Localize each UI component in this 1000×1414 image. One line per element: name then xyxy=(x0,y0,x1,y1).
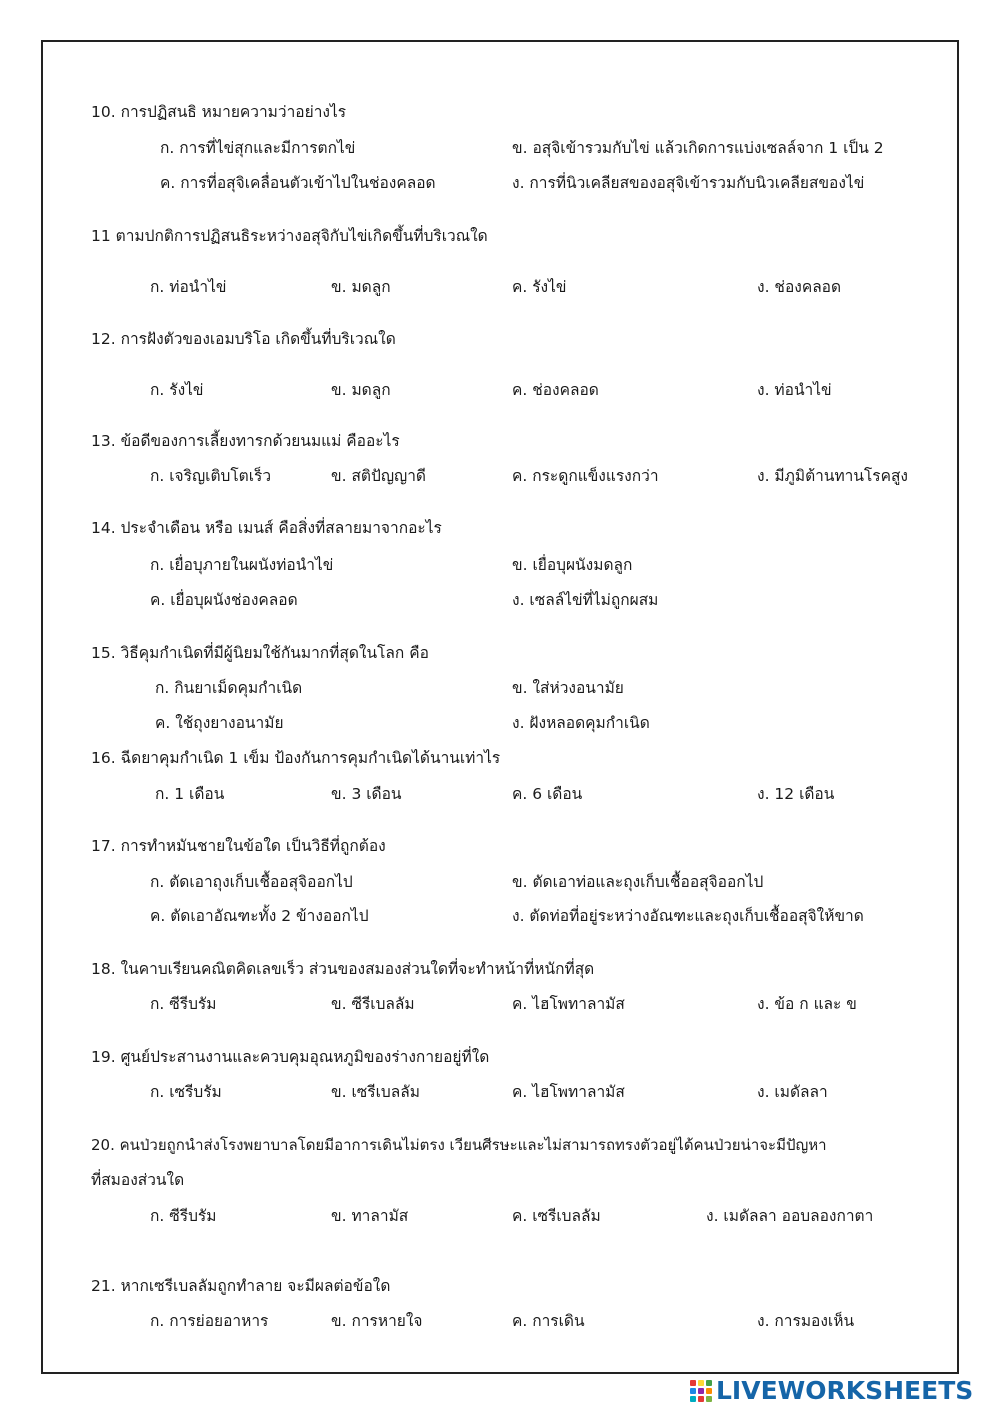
question-15: 15. วิธีคุมกำเนิดที่มีผู้นิยมใช้กันมากที่สุดในโลก คือ xyxy=(91,644,429,662)
q14-option-d[interactable]: ง. เซลล์ไข่ที่ไม่ถูกผสม xyxy=(512,591,659,609)
question-12: 12. การฝังตัวของเอมบริโอ เกิดขึ้นที่บริเวณใด xyxy=(91,330,396,348)
brand-name: LIVEWORKSHEETS xyxy=(716,1376,974,1405)
q12-option-c[interactable]: ค. ช่องคลอด xyxy=(512,381,599,399)
q12-option-a[interactable]: ก. รังไข่ xyxy=(150,381,204,399)
q21-option-a[interactable]: ก. การย่อยอาหาร xyxy=(150,1312,269,1330)
q20-option-c[interactable]: ค. เซรีเบลลัม xyxy=(512,1207,601,1225)
q17-option-d[interactable]: ง. ตัดท่อที่อยู่ระหว่างอัณฑะและถุงเก็บเชื้ออสุจิให้ขาด xyxy=(512,907,864,925)
q11-option-b[interactable]: ข. มดลูก xyxy=(331,278,391,296)
question-14: 14. ประจำเดือน หรือ เมนส์ คือสิ่งที่สลายมาจากอะไร xyxy=(91,519,442,537)
q10-option-b[interactable]: ข. อสุจิเข้ารวมกับไข่ แล้วเกิดการแบ่งเซลล์จาก 1 เป็น 2 xyxy=(512,139,884,157)
q17-option-b[interactable]: ข. ตัดเอาท่อและถุงเก็บเชื้ออสุจิออกไป xyxy=(512,873,764,891)
q15-option-a[interactable]: ก. กินยาเม็ดคุมกำเนิด xyxy=(155,679,303,697)
question-21: 21. หากเซรีเบลลัมถูกทำลาย จะมีผลต่อข้อใด xyxy=(91,1277,391,1295)
q21-option-d[interactable]: ง. การมองเห็น xyxy=(757,1312,855,1330)
question-18: 18. ในคาบเรียนคณิตคิดเลขเร็ว ส่วนของสมองส่วนใดที่จะทำหน้าที่หนักที่สุด xyxy=(91,960,595,978)
question-13: 13. ข้อดีของการเลี้ยงทารกด้วยนมแม่ คืออะไร xyxy=(91,432,400,450)
q10-option-a[interactable]: ก. การที่ไข่สุกและมีการตกไข่ xyxy=(160,139,356,157)
q10-option-c[interactable]: ค. การที่อสุจิเคลื่อนตัวเข้าไปในช่องคลอด xyxy=(160,174,436,192)
q18-option-d[interactable]: ง. ข้อ ก และ ข xyxy=(757,995,857,1013)
q12-option-b[interactable]: ข. มดลูก xyxy=(331,381,391,399)
q12-option-d[interactable]: ง. ท่อนำไข่ xyxy=(757,381,832,399)
liveworksheets-brand[interactable] xyxy=(690,1376,990,1406)
q14-option-a[interactable]: ก. เยื่อบุภายในผนังท่อนำไข่ xyxy=(150,556,334,574)
q13-option-d[interactable]: ง. มีภูมิต้านทานโรคสูง xyxy=(757,467,909,485)
q20-option-b[interactable]: ข. ทาลามัส xyxy=(331,1207,409,1225)
question-19: 19. ศูนย์ประสานงานและควบคุมอุณหภูมิของร่างกายอยู่ที่ใด xyxy=(91,1048,490,1066)
q11-option-c[interactable]: ค. รังไข่ xyxy=(512,278,567,296)
q11-option-a[interactable]: ก. ท่อนำไข่ xyxy=(150,278,227,296)
question-10: 10. การปฏิสนธิ หมายความว่าอย่างไร xyxy=(91,103,347,121)
q16-option-c[interactable]: ค. 6 เดือน xyxy=(512,785,583,803)
q18-option-c[interactable]: ค. ไฮโพทาลามัส xyxy=(512,995,625,1013)
q13-option-c[interactable]: ค. กระดูกแข็งแรงกว่า xyxy=(512,467,659,485)
q17-option-a[interactable]: ก. ตัดเอาถุงเก็บเชื้ออสุจิออกไป xyxy=(150,873,353,891)
q17-option-c[interactable]: ค. ตัดเอาอัณฑะทั้ง 2 ข้างออกไป xyxy=(150,907,369,925)
q11-option-d[interactable]: ง. ช่องคลอด xyxy=(757,278,842,296)
question-20-continued: ที่สมองส่วนใด xyxy=(91,1171,185,1189)
question-20: 20. คนป่วยถูกนำส่งโรงพยาบาลโดยมีอาการเดินไม่ตรง เวียนศีรษะและไม่สามารถทรงตัวอยู่ได้คนป่วยน่าจะมีปัญหา xyxy=(91,1136,827,1154)
q15-option-b[interactable]: ข. ใส่ห่วงอนามัย xyxy=(512,679,624,697)
q10-option-d[interactable]: ง. การที่นิวเคลียสของอสุจิเข้ารวมกับนิวเคลียสของไข่ xyxy=(512,174,865,192)
q15-option-d[interactable]: ง. ฝังหลอดคุมกำเนิด xyxy=(512,714,650,732)
q13-option-b[interactable]: ข. สติปัญญาดี xyxy=(331,467,426,485)
question-16: 16. ฉีดยาคุมกำเนิด 1 เข็ม ป้องกันการคุมกำเนิดได้นานเท่าไร xyxy=(91,749,501,767)
q20-option-d[interactable]: ง. เมดัลลา ออบลองกาตา xyxy=(706,1207,874,1225)
q18-option-b[interactable]: ข. ซีรีเบลลัม xyxy=(331,995,415,1013)
question-11: 11 ตามปกติการปฏิสนธิระหว่างอสุจิกับไข่เกิดขึ้นที่บริเวณใด xyxy=(91,227,488,245)
question-17: 17. การทำหมันชายในข้อใด เป็นวิธีที่ถูกต้อง xyxy=(91,837,386,855)
q18-option-a[interactable]: ก. ซีรีบรัม xyxy=(150,995,217,1013)
q14-option-b[interactable]: ข. เยื่อบุผนังมดลูก xyxy=(512,556,633,574)
q20-option-a[interactable]: ก. ซีรีบรัม xyxy=(150,1207,217,1225)
q21-option-b[interactable]: ข. การหายใจ xyxy=(331,1312,423,1330)
q16-option-d[interactable]: ง. 12 เดือน xyxy=(757,785,835,803)
q13-option-a[interactable]: ก. เจริญเติบโตเร็ว xyxy=(150,467,272,485)
q16-option-a[interactable]: ก. 1 เดือน xyxy=(155,785,225,803)
q19-option-c[interactable]: ค. ไฮโพทาลามัส xyxy=(512,1083,625,1101)
q19-option-a[interactable]: ก. เซรีบรัม xyxy=(150,1083,222,1101)
q14-option-c[interactable]: ค. เยื่อบุผนังช่องคลอด xyxy=(150,591,298,609)
liveworksheets-logo-icon xyxy=(690,1380,712,1402)
q21-option-c[interactable]: ค. การเดิน xyxy=(512,1312,585,1330)
q19-option-d[interactable]: ง. เมดัลลา xyxy=(757,1083,828,1101)
q19-option-b[interactable]: ข. เซรีเบลลัม xyxy=(331,1083,420,1101)
q15-option-c[interactable]: ค. ใช้ถุงยางอนามัย xyxy=(155,714,284,732)
q16-option-b[interactable]: ข. 3 เดือน xyxy=(331,785,402,803)
